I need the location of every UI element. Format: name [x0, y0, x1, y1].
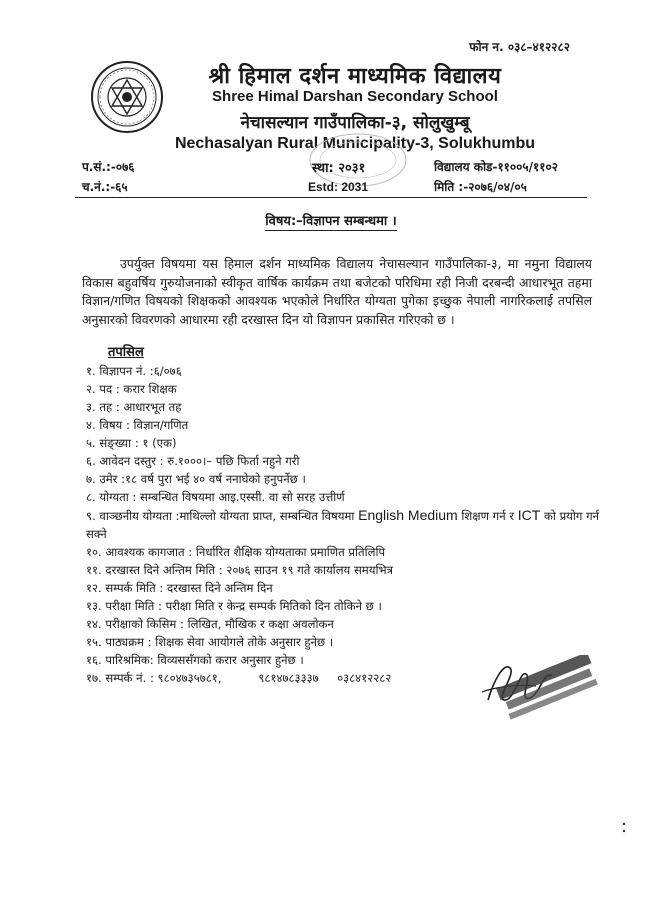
- list-item: ४. विषय : विज्ञान/गणित: [86, 418, 189, 432]
- school-name-nepali: श्री हिमाल दर्शन माध्यमिक विद्यालय: [208, 64, 502, 89]
- dispatch-number: च.नं.:-६५: [82, 180, 128, 194]
- item9-before: ९. वाञ्छनीय योग्यता :माथिल्लो योग्यता प्राप्त, सम्बन्धित विषयमा: [86, 509, 359, 523]
- list-item: १३. परीक्षा मिति : परीक्षा मिति र केन्द्र सम्पर्क मितिको दिन तोकिने छ ।: [86, 599, 382, 613]
- header-divider: [75, 197, 587, 198]
- list-item: ३. तह : आधारभूत तह: [86, 400, 182, 414]
- established-nepali: स्था: २०३१: [312, 161, 366, 176]
- details-heading: तपसिल: [108, 345, 144, 360]
- details-list: [86, 362, 606, 687]
- list-item: १६. पारिश्रमिक: विव्यससँगको करार अनुसार हुनेछ ।: [86, 653, 304, 667]
- item9-after: को प्रयोग गर्न सक्ने: [86, 509, 600, 541]
- subject-line: [0, 211, 662, 229]
- margin-mark: [621, 822, 627, 834]
- reference-number: प.सं.:-०७६: [82, 160, 135, 174]
- body-paragraph: उपर्युक्त विषयमा यस हिमाल दर्शन माध्यमिक विद्यालय नेचासल्यान गाउँपालिका-३, मा नमुना विद्यालय विकास बहुवर्षिय गुरुयोजनाको स्वीकृत वार्षिक कार्यक्रम तथा बजेटको परिधिमा रही निजी दरबन्दी आधारभूत तहमा विज्ञान/गणित विषयको शिक्षकको आवश्यक भएकोले निर्धारित योग्यता पुगेका इच्छुक नेपाली नागरिकलाई तपसिल अनुसारको विवरणको आधारमा रही दरखास्त दिन यो विज्ञापन प्रकासित गरिएको छ ।: [82, 256, 592, 327]
- item9-english-medium: English Medium: [358, 507, 458, 523]
- school-emblem-icon: [90, 60, 164, 134]
- list-item: २. पद : करार शिक्षक: [86, 382, 177, 396]
- list-item: १. विज्ञापन नं. :६/०७६: [86, 364, 182, 378]
- phone-number: फोन न. ०३८–४१२२८२: [469, 40, 570, 54]
- list-item: १५. पाठ्यक्रम : शिक्षक सेवा आयोगले तोके अनुसार हुनेछ ।: [86, 635, 334, 649]
- established-english: Estd: 2031: [308, 180, 369, 194]
- list-item: १७. सम्पर्क नं. : ९८०४७३५७८१, ९८१४७८३३३७ ०३८४१२२८२: [86, 671, 392, 685]
- item9-middle: शिक्षण गर्न र: [457, 509, 518, 523]
- school-name-english: Shree Himal Darshan Secondary School: [212, 88, 498, 105]
- list-item: १०. आवश्यक कागजात : निर्धारित शैक्षिक योग्यताका प्रमाणित प्रतिलिपि: [86, 545, 386, 559]
- list-item: ६. आवेदन दस्तुर : रु.१०००।– पछि फिर्ता नहुने गरी: [86, 454, 300, 468]
- subject-text: विषय:–विज्ञापन सम्बन्धमा ।: [265, 214, 397, 229]
- headmaster-stamp: [494, 655, 604, 723]
- school-code: विद्यालय कोड-११००५/११०२: [434, 160, 558, 174]
- list-item: ८. योग्यता : सम्बन्धित विषयमा आइ.एस्सी. वा सो सरह उत्तीर्ण: [86, 490, 345, 504]
- list-item: ११. दरखास्त दिने अन्तिम मिति : २०७६ साउन १९ गते कार्यालय समयभित्र: [86, 563, 394, 577]
- municipality-nepali: नेचासल्यान गाउँपालिका-३, सोलुखुम्बू: [240, 113, 470, 133]
- municipality-english: Nechasalyan Rural Municipality-3, Solukhumbu: [174, 135, 536, 152]
- list-item: ७. उमेर :१८ वर्ष पुरा भई ४० वर्ष ननाघेको हनुपर्नेछ ।: [86, 472, 306, 486]
- list-item: १२. सम्पर्क मिति : दरखास्त दिने अन्तिम दिन: [86, 581, 273, 595]
- list-item: ५. संङ्ख्या : १ (एक): [86, 436, 177, 450]
- list-item: १४. परीक्षाको किसिम : लिखित, मौखिक र कक्षा अवलोकन: [86, 617, 334, 631]
- letter-date: मिति :-२०७६/०४/०५: [434, 180, 527, 194]
- list-item-desired-qualification: [86, 506, 606, 543]
- item9-ict: ICT: [517, 507, 541, 523]
